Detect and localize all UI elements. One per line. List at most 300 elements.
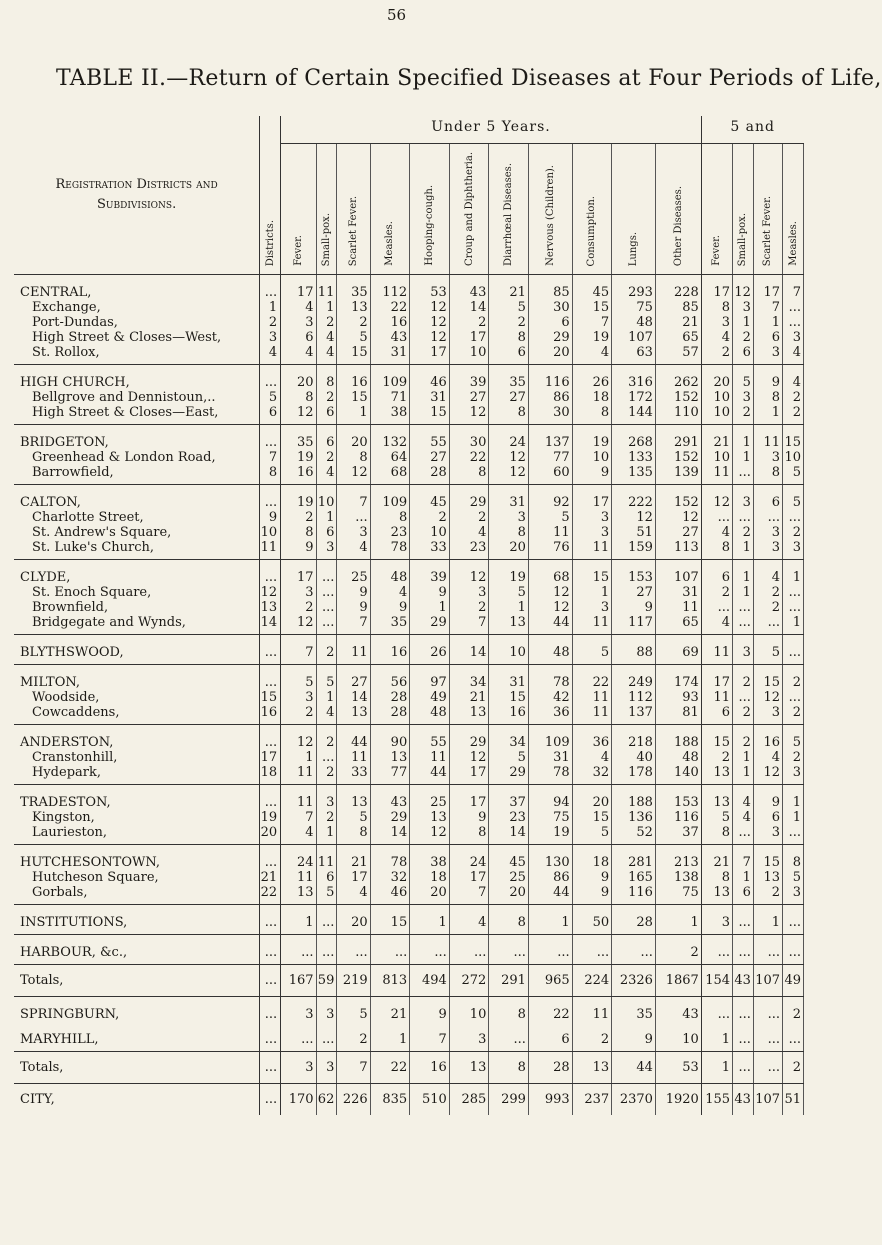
data-cell: 13 bbox=[701, 765, 732, 785]
data-cell: 14 bbox=[449, 635, 489, 665]
data-cell: 38 bbox=[410, 845, 450, 871]
table-row bbox=[14, 600, 804, 615]
data-cell: 42 bbox=[528, 690, 572, 705]
data-cell: 6 bbox=[316, 870, 337, 885]
data-cell: 1 bbox=[733, 560, 754, 586]
data-cell: 2 bbox=[783, 525, 804, 540]
data-cell: 107 bbox=[753, 965, 782, 997]
data-cell: 11 bbox=[572, 540, 612, 560]
data-cell: 20 bbox=[337, 905, 370, 935]
data-cell: ... bbox=[316, 600, 337, 615]
district-number: ... bbox=[260, 725, 281, 751]
column-header-label: Other Diseases. bbox=[672, 185, 684, 267]
data-cell: 299 bbox=[489, 1084, 529, 1116]
data-cell: 144 bbox=[612, 405, 656, 425]
data-cell: 107 bbox=[753, 1084, 782, 1116]
data-cell: 3 bbox=[701, 905, 732, 935]
district-number: 5 bbox=[260, 390, 281, 405]
row-label: HARBOUR, &c., bbox=[14, 935, 260, 965]
data-cell: 109 bbox=[370, 365, 410, 391]
data-cell: 2 bbox=[572, 1022, 612, 1052]
data-cell: 11 bbox=[701, 465, 732, 485]
data-cell: 17 bbox=[337, 870, 370, 885]
data-cell: 63 bbox=[612, 345, 656, 365]
district-number: 16 bbox=[260, 705, 281, 725]
table-row bbox=[14, 330, 804, 345]
data-cell: 23 bbox=[489, 810, 529, 825]
column-header bbox=[655, 144, 701, 275]
data-cell: 8 bbox=[489, 997, 529, 1023]
table-row bbox=[14, 705, 804, 725]
data-cell: 18 bbox=[572, 845, 612, 871]
data-cell: 30 bbox=[528, 300, 572, 315]
data-cell: 24 bbox=[449, 845, 489, 871]
data-cell: ... bbox=[370, 935, 410, 965]
data-cell: 28 bbox=[410, 465, 450, 485]
data-cell: ... bbox=[316, 935, 337, 965]
data-cell: 15 bbox=[337, 390, 370, 405]
table-row bbox=[14, 825, 804, 845]
data-cell: 27 bbox=[612, 585, 656, 600]
data-cell: ... bbox=[316, 585, 337, 600]
table-title: TABLE II.—Return of Certain Specified Diseases at Four Periods of Life, bbox=[56, 66, 882, 91]
district-number: 20 bbox=[260, 825, 281, 845]
data-cell: 5 bbox=[528, 510, 572, 525]
data-cell: 31 bbox=[489, 665, 529, 691]
data-cell: 3 bbox=[572, 525, 612, 540]
data-cell: 15 bbox=[489, 690, 529, 705]
data-cell: 139 bbox=[655, 465, 701, 485]
data-cell: 5 bbox=[572, 635, 612, 665]
data-cell: 13 bbox=[449, 705, 489, 725]
row-label: ANDERSTON, bbox=[14, 725, 260, 751]
data-cell: 285 bbox=[449, 1084, 489, 1116]
data-cell: 117 bbox=[612, 615, 656, 635]
data-cell: 8 bbox=[489, 330, 529, 345]
data-cell: 11 bbox=[753, 425, 782, 451]
data-cell: 56 bbox=[370, 665, 410, 691]
data-cell: 5 bbox=[783, 485, 804, 511]
data-cell: 1 bbox=[489, 600, 529, 615]
district-number: 22 bbox=[260, 885, 281, 905]
data-cell: 8 bbox=[701, 300, 732, 315]
data-cell: 2 bbox=[733, 525, 754, 540]
data-cell: 2326 bbox=[612, 965, 656, 997]
data-cell: 38 bbox=[370, 405, 410, 425]
data-cell: ... bbox=[316, 560, 337, 586]
data-cell: 4 bbox=[281, 345, 316, 365]
district-number: ... bbox=[260, 275, 281, 301]
data-cell: ... bbox=[753, 935, 782, 965]
data-cell: 31 bbox=[489, 485, 529, 511]
data-cell: 15 bbox=[753, 665, 782, 691]
data-cell: ... bbox=[733, 905, 754, 935]
data-cell: 24 bbox=[281, 845, 316, 871]
data-cell: 137 bbox=[528, 425, 572, 451]
data-cell: 21 bbox=[655, 315, 701, 330]
data-cell: 9 bbox=[410, 997, 450, 1023]
data-cell: 152 bbox=[655, 390, 701, 405]
data-cell: 81 bbox=[655, 705, 701, 725]
data-cell: 19 bbox=[281, 485, 316, 511]
data-cell: 8 bbox=[281, 525, 316, 540]
data-cell: 13 bbox=[337, 705, 370, 725]
row-label: Totals, bbox=[14, 1052, 260, 1084]
data-cell: 77 bbox=[370, 765, 410, 785]
data-cell: ... bbox=[316, 905, 337, 935]
data-cell: 6 bbox=[316, 425, 337, 451]
data-cell: 224 bbox=[572, 965, 612, 997]
data-cell: 16 bbox=[281, 465, 316, 485]
data-cell: 17 bbox=[701, 275, 732, 301]
data-cell: 33 bbox=[337, 765, 370, 785]
district-number: ... bbox=[260, 1052, 281, 1084]
data-cell: 316 bbox=[612, 365, 656, 391]
data-cell: 16 bbox=[410, 1052, 450, 1084]
data-cell: ... bbox=[316, 615, 337, 635]
data-cell: 3 bbox=[753, 345, 782, 365]
data-cell: ... bbox=[733, 615, 754, 635]
data-cell: 1 bbox=[733, 765, 754, 785]
data-cell: 8 bbox=[449, 465, 489, 485]
data-cell: 2 bbox=[701, 750, 732, 765]
data-cell: 140 bbox=[655, 765, 701, 785]
column-header bbox=[783, 144, 804, 275]
table-row bbox=[14, 870, 804, 885]
data-cell: 116 bbox=[528, 365, 572, 391]
data-cell: 3 bbox=[281, 315, 316, 330]
data-cell: 11 bbox=[281, 785, 316, 811]
data-cell: 1 bbox=[733, 750, 754, 765]
data-cell: 6 bbox=[733, 345, 754, 365]
data-cell: ... bbox=[612, 935, 656, 965]
data-cell: 68 bbox=[370, 465, 410, 485]
row-label: Gorbals, bbox=[14, 885, 260, 905]
data-cell: ... bbox=[733, 825, 754, 845]
data-cell: 55 bbox=[410, 425, 450, 451]
data-cell: 7 bbox=[733, 845, 754, 871]
data-cell: 109 bbox=[528, 725, 572, 751]
data-cell: 1 bbox=[783, 560, 804, 586]
row-label: Laurieston, bbox=[14, 825, 260, 845]
row-label: MILTON, bbox=[14, 665, 260, 691]
district-number: 17 bbox=[260, 750, 281, 765]
district-number: 1 bbox=[260, 300, 281, 315]
data-cell: 7 bbox=[337, 615, 370, 635]
data-cell: 62 bbox=[316, 1084, 337, 1116]
data-cell: 44 bbox=[528, 615, 572, 635]
data-cell: 22 bbox=[370, 1052, 410, 1084]
data-cell: 12 bbox=[337, 465, 370, 485]
data-cell: 4 bbox=[449, 905, 489, 935]
row-label: Port-Dundas, bbox=[14, 315, 260, 330]
data-cell: 9 bbox=[572, 885, 612, 905]
data-cell: 20 bbox=[281, 365, 316, 391]
data-cell: 9 bbox=[281, 540, 316, 560]
column-header bbox=[612, 144, 656, 275]
district-number: ... bbox=[260, 997, 281, 1023]
data-cell: 167 bbox=[281, 965, 316, 997]
row-label: MARYHILL, bbox=[14, 1022, 260, 1052]
data-cell: 37 bbox=[655, 825, 701, 845]
table-row bbox=[14, 450, 804, 465]
data-cell: 46 bbox=[370, 885, 410, 905]
data-cell: 9 bbox=[753, 785, 782, 811]
table-row bbox=[14, 845, 804, 871]
data-cell: 1 bbox=[753, 905, 782, 935]
data-cell: 36 bbox=[572, 725, 612, 751]
data-cell: 4 bbox=[733, 785, 754, 811]
data-cell: 3 bbox=[753, 450, 782, 465]
data-cell: 10 bbox=[410, 525, 450, 540]
data-cell: 12 bbox=[410, 825, 450, 845]
column-header bbox=[733, 144, 754, 275]
data-cell: 25 bbox=[489, 870, 529, 885]
data-cell: ... bbox=[753, 1022, 782, 1052]
data-cell: 33 bbox=[410, 540, 450, 560]
data-cell: 1 bbox=[316, 300, 337, 315]
column-header-label: Fever. bbox=[292, 235, 304, 267]
data-cell: 5 bbox=[753, 635, 782, 665]
row-label: Kingston, bbox=[14, 810, 260, 825]
data-cell: 17 bbox=[449, 785, 489, 811]
data-cell: 1 bbox=[410, 905, 450, 935]
data-cell: 3 bbox=[733, 390, 754, 405]
data-cell: 18 bbox=[572, 390, 612, 405]
data-cell: 4 bbox=[337, 885, 370, 905]
data-cell: 213 bbox=[655, 845, 701, 871]
data-cell: 13 bbox=[449, 1052, 489, 1084]
data-cell: 4 bbox=[783, 365, 804, 391]
data-cell: 1 bbox=[410, 600, 450, 615]
data-cell: 20 bbox=[410, 885, 450, 905]
data-cell: 31 bbox=[528, 750, 572, 765]
column-header-label: Fever. bbox=[711, 235, 723, 267]
data-cell: ... bbox=[783, 585, 804, 600]
data-cell: 3 bbox=[316, 997, 337, 1023]
data-cell: 2 bbox=[783, 705, 804, 725]
data-cell: 2 bbox=[701, 585, 732, 600]
data-cell: 12 bbox=[410, 300, 450, 315]
data-cell: 1 bbox=[753, 405, 782, 425]
data-cell: 88 bbox=[612, 635, 656, 665]
data-cell: 43 bbox=[370, 330, 410, 345]
data-cell: 30 bbox=[449, 425, 489, 451]
data-cell: 5 bbox=[783, 725, 804, 751]
data-cell: ... bbox=[733, 690, 754, 705]
data-cell: 2 bbox=[783, 665, 804, 691]
data-cell: 4 bbox=[572, 750, 612, 765]
data-cell: 29 bbox=[370, 810, 410, 825]
data-cell: ... bbox=[753, 997, 782, 1023]
data-cell: 90 bbox=[370, 725, 410, 751]
data-cell: 60 bbox=[528, 465, 572, 485]
data-cell: 45 bbox=[572, 275, 612, 301]
data-cell: 5 bbox=[337, 330, 370, 345]
table-row bbox=[14, 935, 804, 965]
data-cell: 11 bbox=[337, 750, 370, 765]
data-cell: 3 bbox=[733, 635, 754, 665]
data-cell: 116 bbox=[655, 810, 701, 825]
data-cell: 57 bbox=[655, 345, 701, 365]
data-cell: 12 bbox=[449, 405, 489, 425]
data-cell: 813 bbox=[370, 965, 410, 997]
data-cell: 18 bbox=[410, 870, 450, 885]
data-cell: 1 bbox=[733, 870, 754, 885]
data-cell: 15 bbox=[410, 405, 450, 425]
district-number: 7 bbox=[260, 450, 281, 465]
row-label: Totals, bbox=[14, 965, 260, 997]
row-label: Hydepark, bbox=[14, 765, 260, 785]
data-cell: 510 bbox=[410, 1084, 450, 1116]
data-cell: 3 bbox=[733, 300, 754, 315]
data-cell: 14 bbox=[449, 300, 489, 315]
data-cell: 170 bbox=[281, 1084, 316, 1116]
data-cell: 27 bbox=[655, 525, 701, 540]
table-row bbox=[14, 300, 804, 315]
data-cell: 109 bbox=[370, 485, 410, 511]
disease-returns-table bbox=[14, 116, 804, 1115]
data-cell: 25 bbox=[337, 560, 370, 586]
data-cell: 2 bbox=[783, 1052, 804, 1084]
data-cell: 17 bbox=[281, 275, 316, 301]
data-cell: 13 bbox=[337, 785, 370, 811]
district-number: 10 bbox=[260, 525, 281, 540]
data-cell: 1 bbox=[316, 825, 337, 845]
data-cell: 5 bbox=[733, 365, 754, 391]
data-cell: 78 bbox=[370, 845, 410, 871]
data-cell: 165 bbox=[612, 870, 656, 885]
data-cell: 2 bbox=[337, 1022, 370, 1052]
data-cell: 43 bbox=[733, 965, 754, 997]
data-cell: 12 bbox=[612, 510, 656, 525]
data-cell: ... bbox=[783, 315, 804, 330]
data-cell: 4 bbox=[753, 750, 782, 765]
data-cell: 48 bbox=[655, 750, 701, 765]
data-cell: 5 bbox=[316, 885, 337, 905]
data-cell: 43 bbox=[733, 1084, 754, 1116]
row-label: CENTRAL, bbox=[14, 275, 260, 301]
row-label: Exchange, bbox=[14, 300, 260, 315]
district-number: 18 bbox=[260, 765, 281, 785]
data-cell: 4 bbox=[316, 465, 337, 485]
data-cell: 75 bbox=[655, 885, 701, 905]
district-number: ... bbox=[260, 665, 281, 691]
data-cell: 28 bbox=[528, 1052, 572, 1084]
district-number: 4 bbox=[260, 345, 281, 365]
table-row bbox=[14, 315, 804, 330]
data-cell: 50 bbox=[572, 905, 612, 935]
data-cell: 2 bbox=[753, 885, 782, 905]
data-cell: 226 bbox=[337, 1084, 370, 1116]
data-cell: 2 bbox=[449, 315, 489, 330]
data-cell: 15 bbox=[572, 560, 612, 586]
data-cell: 153 bbox=[655, 785, 701, 811]
data-cell: 43 bbox=[370, 785, 410, 811]
data-cell: 20 bbox=[528, 345, 572, 365]
table-row bbox=[14, 390, 804, 405]
column-header bbox=[449, 144, 489, 275]
table-row bbox=[14, 635, 804, 665]
data-cell: 9 bbox=[370, 600, 410, 615]
data-cell: 2 bbox=[783, 390, 804, 405]
column-header bbox=[572, 144, 612, 275]
data-cell: 188 bbox=[612, 785, 656, 811]
data-cell: 2 bbox=[733, 330, 754, 345]
district-number: ... bbox=[260, 485, 281, 511]
data-cell: 53 bbox=[410, 275, 450, 301]
data-cell: ... bbox=[410, 935, 450, 965]
table-row bbox=[14, 690, 804, 705]
data-cell: 78 bbox=[370, 540, 410, 560]
stub-header-label: Registration Districts and Subdivisions. bbox=[55, 177, 218, 212]
data-cell: 3 bbox=[753, 825, 782, 845]
data-cell: 8 bbox=[701, 540, 732, 560]
data-cell: 86 bbox=[528, 390, 572, 405]
data-cell: 152 bbox=[655, 450, 701, 465]
data-cell: 48 bbox=[370, 560, 410, 586]
row-label: HIGH CHURCH, bbox=[14, 365, 260, 391]
data-cell: 15 bbox=[572, 810, 612, 825]
data-cell: 12 bbox=[655, 510, 701, 525]
data-cell: 188 bbox=[655, 725, 701, 751]
data-cell: 11 bbox=[572, 615, 612, 635]
data-cell: 23 bbox=[449, 540, 489, 560]
data-cell: 3 bbox=[701, 315, 732, 330]
data-cell: 12 bbox=[281, 725, 316, 751]
district-number: ... bbox=[260, 845, 281, 871]
data-cell: 6 bbox=[701, 705, 732, 725]
data-cell: 12 bbox=[449, 560, 489, 586]
data-cell: 35 bbox=[489, 365, 529, 391]
data-cell: 48 bbox=[612, 315, 656, 330]
data-cell: 27 bbox=[410, 450, 450, 465]
data-cell: 13 bbox=[753, 870, 782, 885]
column-header-label: Diarrhœal Diseases. bbox=[503, 163, 515, 267]
data-cell: 14 bbox=[337, 690, 370, 705]
data-cell: 20 bbox=[489, 885, 529, 905]
data-cell: 43 bbox=[655, 997, 701, 1023]
data-cell: 272 bbox=[449, 965, 489, 997]
data-cell: ... bbox=[572, 935, 612, 965]
data-cell: 2 bbox=[783, 750, 804, 765]
data-cell: 7 bbox=[337, 485, 370, 511]
district-number: 3 bbox=[260, 330, 281, 345]
data-cell: 2 bbox=[316, 765, 337, 785]
data-cell: 4 bbox=[316, 345, 337, 365]
data-cell: 5 bbox=[489, 585, 529, 600]
data-cell: 2 bbox=[337, 315, 370, 330]
data-cell: 2 bbox=[733, 725, 754, 751]
data-cell: 4 bbox=[281, 825, 316, 845]
data-cell: 11 bbox=[410, 750, 450, 765]
row-label: CITY, bbox=[14, 1084, 260, 1116]
data-cell: 20 bbox=[489, 540, 529, 560]
data-cell: ... bbox=[733, 935, 754, 965]
data-cell: 10 bbox=[701, 390, 732, 405]
data-cell: 4 bbox=[701, 330, 732, 345]
data-cell: 965 bbox=[528, 965, 572, 997]
data-cell: 35 bbox=[370, 615, 410, 635]
data-cell: ... bbox=[701, 997, 732, 1023]
data-cell: 172 bbox=[612, 390, 656, 405]
district-number: ... bbox=[260, 560, 281, 586]
data-cell: 8 bbox=[701, 870, 732, 885]
data-cell: 27 bbox=[337, 665, 370, 691]
data-cell: 17 bbox=[449, 870, 489, 885]
data-cell: 52 bbox=[612, 825, 656, 845]
data-cell: 19 bbox=[572, 425, 612, 451]
